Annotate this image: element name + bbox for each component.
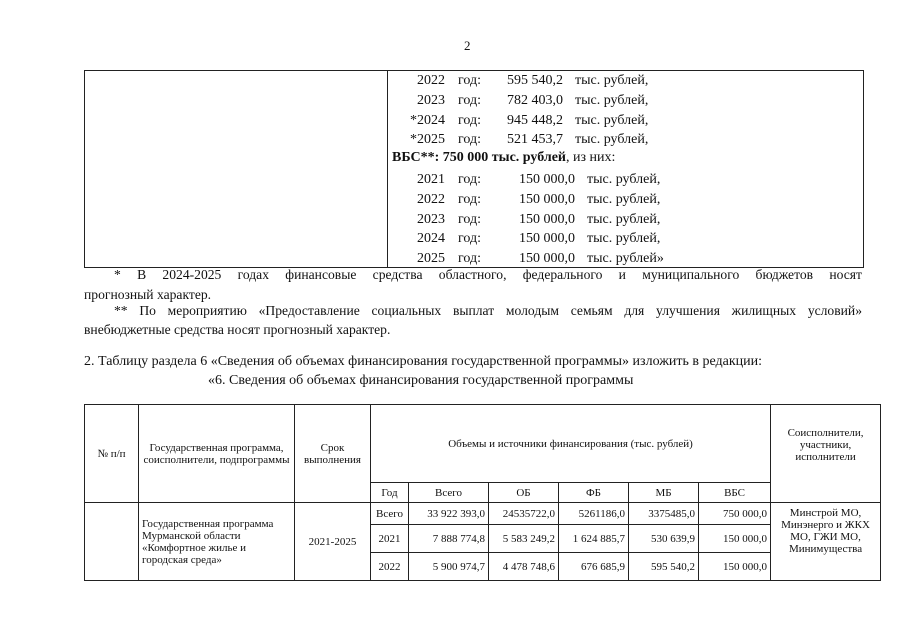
finance-value: 782 403,0	[507, 92, 563, 108]
finance-god: год:	[458, 191, 482, 207]
finance-unit: тыс. рублей»	[587, 251, 664, 267]
section-intro: 2. Таблицу раздела 6 «Сведения об объемах финансирования государственной программы» изложить в редакции:	[84, 354, 763, 369]
footnote-1-line-1: * В 2024-2025 годах финансовые средства областного, федерального и муниципального бюджетов носят	[114, 267, 862, 282]
finance-god: год:	[458, 231, 482, 247]
cell-executors: Минстрой МО, Минэнерго и ЖКХ МО, ГЖИ МО, Минимущества	[771, 503, 881, 581]
finance-year: 2022	[417, 191, 445, 207]
finance-year: 2022	[417, 73, 445, 88]
finance-god: год:	[458, 73, 482, 88]
footnote-1-line-2: прогнозный характер.	[84, 287, 212, 302]
cell-year: 2021	[371, 525, 409, 553]
header-executors: Соисполнители, участники, исполнители	[771, 405, 881, 503]
cell-year: Всего	[371, 503, 409, 525]
table-row	[85, 503, 881, 525]
cell-mb: 530 639,9	[629, 525, 699, 553]
finance-unit: тыс. рублей,	[575, 132, 649, 148]
cell-ob: 24535722,0	[489, 503, 559, 525]
finance-god: год:	[458, 172, 482, 187]
cell-fb: 1 624 885,7	[559, 525, 629, 553]
header-term: Срок выполнения	[295, 405, 371, 503]
finance-unit: тыс. рублей,	[575, 112, 649, 128]
finance-unit: тыс. рублей,	[587, 191, 661, 207]
sub-header-cell: МБ	[629, 483, 699, 503]
finance-year: 2024	[417, 231, 445, 247]
cell-num	[85, 503, 139, 581]
sub-header-cell: ОБ	[489, 483, 559, 503]
header-num: № п/п	[85, 405, 139, 503]
cell-vbs: 150 000,0	[699, 525, 771, 553]
section-title: «6. Сведения об объемах финансирования государственной программы	[208, 373, 634, 388]
cell-total: 5 900 974,7	[409, 553, 489, 581]
finance-god: год:	[458, 132, 482, 148]
finance-value: 150 000,0	[519, 211, 575, 227]
finance-god: год:	[458, 112, 482, 128]
finance-unit: тыс. рублей,	[587, 211, 661, 227]
funding-continuation-table	[84, 70, 864, 268]
cell-ob: 5 583 249,2	[489, 525, 559, 553]
finance-year: 2023	[417, 92, 445, 108]
forecast-asterisk: *	[410, 112, 417, 128]
finance-value: 150 000,0	[519, 231, 575, 247]
footnote-2-line-2: внебюджетные средства носят прогнозный характер.	[84, 322, 391, 337]
cell-total: 33 922 393,0	[409, 503, 489, 525]
finance-value: 150 000,0	[519, 191, 575, 207]
cell-mb: 3375485,0	[629, 503, 699, 525]
sub-header-cell: ФБ	[559, 483, 629, 503]
finance-value: 150 000,0	[519, 172, 575, 187]
financing-table	[84, 404, 881, 581]
finance-value: 521 453,7	[507, 132, 563, 148]
cell-vbs: 150 000,0	[699, 553, 771, 581]
sub-header-cell: Год	[371, 483, 409, 503]
finance-god: год:	[458, 251, 482, 267]
finance-year: 2021	[417, 172, 445, 187]
cell-program: Государственная программа Мурманской области «Комфортное жилье и городская среда»	[139, 503, 295, 581]
finance-god: год:	[458, 92, 482, 108]
finance-year: 2025	[417, 251, 445, 267]
cell-total: 7 888 774,8	[409, 525, 489, 553]
cell-term: 2021-2025	[295, 503, 371, 581]
finance-unit: тыс. рублей,	[575, 92, 649, 108]
finance-value: 150 000,0	[519, 251, 575, 267]
finance-god: год:	[458, 211, 482, 227]
finance-year: 2023	[417, 211, 445, 227]
forecast-asterisk: *	[410, 132, 417, 148]
footnote-2-line-1: ** По мероприятию «Предоставление социальных выплат молодым семьям для улучшения жилищных условий»	[114, 303, 862, 318]
column-divider	[387, 71, 388, 267]
cell-fb: 676 685,9	[559, 553, 629, 581]
finance-unit: тыс. рублей,	[587, 172, 661, 187]
cell-mb: 595 540,2	[629, 553, 699, 581]
finance-unit: тыс. рублей,	[575, 73, 649, 88]
sub-header-cell: Всего	[409, 483, 489, 503]
cell-year: 2022	[371, 553, 409, 581]
finance-value: 945 448,2	[507, 112, 563, 128]
finance-year: 2025	[417, 132, 445, 148]
finance-unit: тыс. рублей,	[587, 231, 661, 247]
header-volumes: Объемы и источники финансирования (тыс. рублей)	[371, 405, 771, 483]
finance-value: 595 540,2	[507, 73, 563, 88]
sub-header-cell: ВБС	[699, 483, 771, 503]
vbs-header: ВБС**: 750 000 тыс. рублей, из них:	[392, 150, 616, 165]
cell-fb: 5261186,0	[559, 503, 629, 525]
cell-vbs: 750 000,0	[699, 503, 771, 525]
header-program: Государственная программа, соисполнители, подпрограммы	[139, 405, 295, 503]
cell-ob: 4 478 748,6	[489, 553, 559, 581]
page-number: 2	[464, 38, 471, 53]
finance-year: 2024	[417, 112, 445, 128]
